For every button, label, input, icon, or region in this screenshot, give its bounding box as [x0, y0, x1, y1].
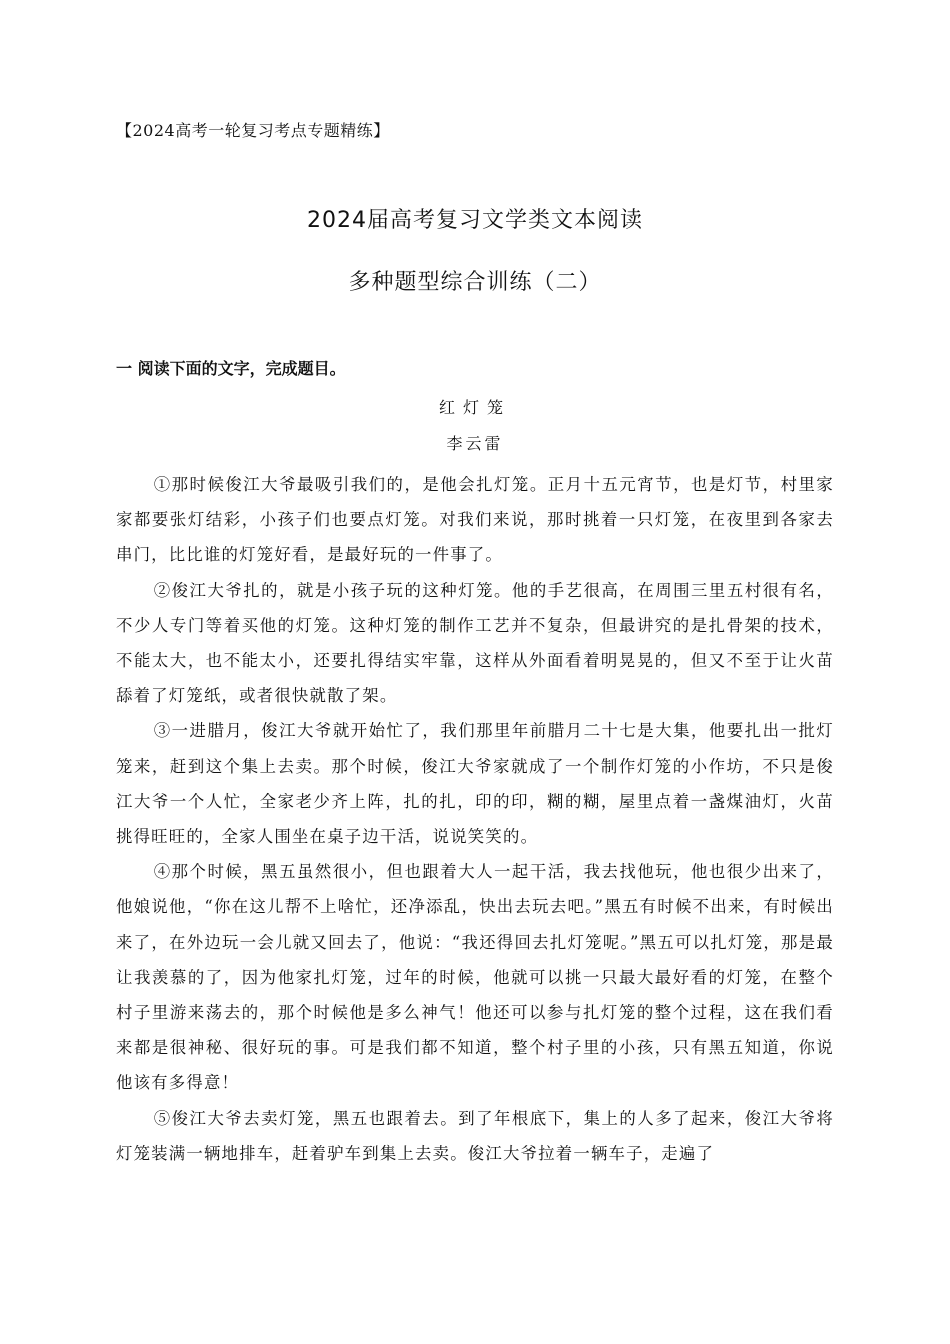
paragraph-5: ⑤俊江大爷去卖灯笼，黑五也跟着去。到了年根底下，集上的人多了起来，俊江大爷将灯笼装满一辆地排车，赶着驴车到集上去卖。俊江大爷拉着一辆车子，走遍了 [116, 1108, 834, 1163]
section-heading: 一 阅读下面的文字，完成题目。 [116, 359, 346, 378]
paragraph-4: ④那个时候，黑五虽然很小，但也跟着大人一起干活，我去找他玩，他也很少出来了，他娘说他，“你在这儿帮不上啥忙，还净添乱，快出去玩去吧。”黑五有时候不出来，有时候出来了，在外边玩一会儿就又回去了，他说：“我还得回去扎灯笼呢。”黑五可以扎灯笼，那是最让我羡慕的了，因为他家扎灯笼，过年的时候，他就可以挑一只最大最好看的灯笼，在整个村子里游来荡去的，那个时候他是多么神气！他还可以参与扎灯笼的整个过程，这在我们看来都是很神秘、很好玩的事。可是我们都不知道，整个村子里的小孩，只有黑五知道，你说他该有多得意！ [116, 862, 834, 1093]
story-title: 红灯笼 [438, 398, 511, 417]
paragraph-1: ①那时候俊江大爷最吸引我们的，是他会扎灯笼。正月十五元宵节，也是灯节，村里家家都要张灯结彩，小孩子们也要点灯笼。对我们来说，那时挑着一只灯笼，在夜里到各家去串门，比比谁的灯笼好看，是最好玩的一件事了。 [116, 475, 834, 565]
story-body [116, 467, 834, 1171]
document-title: 2024届高考复习文学类文本阅读 [307, 208, 643, 233]
story-author: 李云雷 [446, 434, 504, 453]
paragraph-2: ②俊江大爷扎的，就是小孩子玩的这种灯笼。他的手艺很高，在周围三里五村很有名，不少人专门等着买他的灯笼。这种灯笼的制作工艺并不复杂，但最讲究的是扎骨架的技术，不能太大，也不能太小，还要扎得结实牢靠，这样从外面看着明晃晃的，但又不至于让火苗舔着了灯笼纸，或者很快就散了架。 [116, 580, 834, 706]
document-subtitle: 多种题型综合训练（二） [348, 270, 602, 295]
paragraph-3: ③一进腊月，俊江大爷就开始忙了，我们那里年前腊月二十七是大集，他要扎出一批灯笼来，赶到这个集上去卖。那个时候，俊江大爷家就成了一个制作灯笼的小作坊，不只是俊江大爷一个人忙，全家老少齐上阵，扎的扎，印的印，糊的糊，屋里点着一盏煤油灯，火苗挑得旺旺的，全家人围坐在桌子边干活，说说笑笑的。 [116, 721, 834, 847]
series-tag: 【2024高考一轮复习考点专题精练】 [116, 121, 390, 140]
